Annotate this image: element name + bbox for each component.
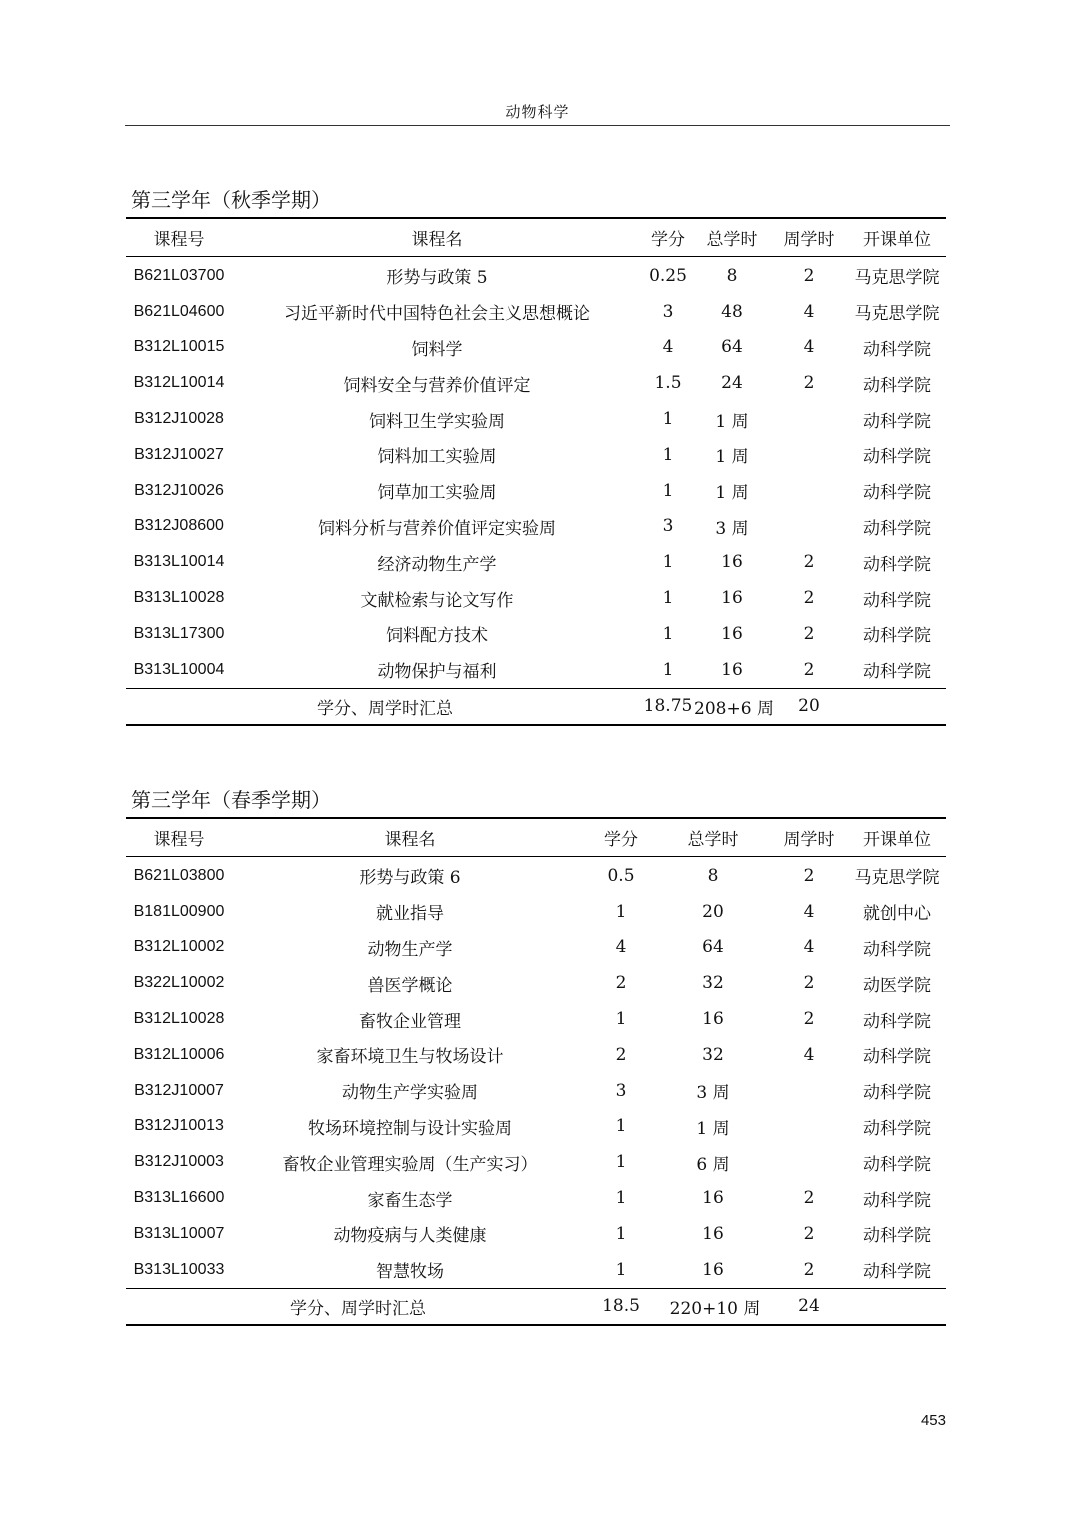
summary-label: 学分、周学时汇总 [317,698,453,719]
cell-total-hours: 16 [721,552,743,573]
table-row [126,1109,946,1145]
cell-weekly-hours: 2 [803,659,815,680]
cell-code: B312L10006 [133,1045,225,1063]
cell-total-hours: 16 [702,1009,724,1030]
table-row [126,965,946,1001]
cell-total-hours: 1 周 [715,411,749,432]
summary-total-hours: 208+6 周 [694,698,774,719]
cell-code: B313L10007 [133,1224,225,1242]
cell-total-hours: 20 [702,901,724,922]
cell-total-hours: 64 [721,337,743,358]
cell-total-hours: 24 [721,373,743,394]
cell-code: B621L04600 [133,302,225,320]
cell-name: 饲料加工实验周 [377,447,497,468]
cell-credits: 0.25 [649,265,687,286]
table-row [126,580,946,616]
cell-credits: 0.5 [607,865,635,886]
cell-code: B312J08600 [134,517,224,535]
cell-department: 动科学院 [863,375,931,396]
cell-name: 饲料分析与营养价值评定实验周 [318,518,556,539]
cell-total-hours: 1 周 [715,483,749,504]
header-rule [125,125,950,126]
table-row [126,930,946,966]
cell-code: B313L10033 [133,1260,225,1278]
table-row [126,1037,946,1073]
cell-credits: 1 [662,480,674,501]
cell-credits: 1 [615,1259,627,1280]
table-row [126,894,946,930]
cell-name: 动物生产学 [367,939,453,960]
cell-total-hours: 16 [702,1188,724,1209]
summary-credits: 18.5 [602,1296,640,1317]
cell-weekly-hours [771,437,847,473]
autumn-semester-title: 第三学年（秋季学期） [131,188,331,212]
cell-code: B621L03700 [133,266,225,284]
table-row [126,1073,946,1109]
cell-credits: 1.5 [654,373,682,394]
cell-name: 经济动物生产学 [377,554,497,575]
cell-total-hours: 6 周 [696,1154,730,1175]
cell-department: 动科学院 [863,1083,931,1104]
cell-department: 动科学院 [863,1226,931,1247]
cell-department: 马克思学院 [854,868,940,889]
column-header-total-hours: 总学时 [706,230,758,250]
cell-weekly-hours [771,473,847,509]
cell-name: 智慧牧场 [376,1262,444,1283]
cell-credits: 1 [615,1223,627,1244]
spring-semester-title: 第三学年（春季学期） [131,788,331,812]
table-row [126,258,946,294]
summary-weekly-hours: 24 [798,1296,820,1317]
cell-total-hours: 16 [721,588,743,609]
table-row [126,509,946,545]
column-header-code: 课程号 [153,830,205,850]
cell-code: B621L03800 [133,866,225,884]
table-row [126,437,946,473]
cell-total-hours: 48 [721,301,743,322]
cell-code: B313L16600 [133,1189,225,1207]
summary-total-hours: 220+10 周 [669,1298,761,1319]
cell-credits: 1 [662,552,674,573]
cell-total-hours: 3 周 [715,518,749,539]
cell-department: 动科学院 [863,447,931,468]
cell-total-hours: 64 [702,937,724,958]
cell-weekly-hours: 4 [803,301,815,322]
cell-total-hours: 1 周 [696,1118,730,1139]
cell-code: B312J10027 [134,445,224,463]
cell-total-hours: 8 [707,865,719,886]
summary-credits: 18.75 [643,696,693,717]
table-header-row [126,817,946,857]
cell-department: 就创中心 [863,904,931,925]
cell-credits: 1 [615,901,627,922]
cell-total-hours: 16 [702,1259,724,1280]
cell-credits: 3 [662,516,674,537]
table-row [126,330,946,366]
cell-credits: 2 [615,1044,627,1065]
cell-credits: 1 [662,409,674,430]
cell-department: 动科学院 [863,518,931,539]
cell-code: B322L10002 [133,974,225,992]
cell-weekly-hours: 2 [803,373,815,394]
cell-name: 饲料卫生学实验周 [369,411,505,432]
table-header-row [126,217,946,257]
cell-weekly-hours [771,1109,847,1145]
cell-code: B312J10003 [134,1153,224,1171]
cell-credits: 1 [662,588,674,609]
table-row [126,1180,946,1216]
cell-code: B313L10014 [133,553,225,571]
cell-name: 文献检索与论文写作 [360,590,514,611]
cell-name: 牧场环境控制与设计实验周 [308,1118,512,1139]
cell-weekly-hours: 2 [803,265,815,286]
cell-name: 形势与政策 5 [386,268,488,289]
cell-name: 兽医学概论 [367,975,453,996]
cell-credits: 4 [662,337,674,358]
cell-code: B313L17300 [133,624,225,642]
table-row [126,1216,946,1252]
cell-weekly-hours: 2 [803,865,815,886]
column-header-department: 开课单位 [863,230,931,250]
page-number: 453 [920,1412,946,1429]
table-row [126,1252,946,1288]
cell-weekly-hours: 4 [803,901,815,922]
cell-department: 动科学院 [863,339,931,360]
cell-name: 饲料安全与营养价值评定 [343,375,531,396]
column-header-credits: 学分 [651,230,685,250]
cell-total-hours: 3 周 [696,1083,730,1104]
cell-department: 动科学院 [863,1154,931,1175]
cell-weekly-hours: 2 [803,1223,815,1244]
cell-code: B312L10002 [133,938,225,956]
cell-department: 动科学院 [863,1190,931,1211]
cell-department: 动科学院 [863,626,931,647]
cell-department: 动医学院 [863,975,931,996]
cell-name: 家畜环境卫生与牧场设计 [316,1047,504,1068]
cell-name: 家畜生态学 [367,1190,453,1211]
summary-row [126,688,946,726]
cell-name: 动物生产学实验周 [342,1083,478,1104]
table-row [126,294,946,330]
cell-department: 动科学院 [863,1011,931,1032]
table-row [126,544,946,580]
cell-total-hours: 1 周 [715,447,749,468]
table-row [126,652,946,688]
running-header: 动物科学 [505,103,570,121]
cell-department: 动科学院 [863,939,931,960]
table-row [126,473,946,509]
cell-code: B312J10013 [134,1117,224,1135]
cell-credits: 4 [615,937,627,958]
cell-credits: 1 [615,1152,627,1173]
cell-credits: 1 [662,659,674,680]
cell-code: B312L10014 [133,374,225,392]
cell-department: 动科学院 [863,411,931,432]
cell-name: 饲料学 [411,339,463,360]
cell-department: 动科学院 [863,1118,931,1139]
cell-name: 习近平新时代中国特色社会主义思想概论 [284,304,590,325]
cell-department: 动科学院 [863,554,931,575]
column-header-name: 课程名 [411,230,463,250]
cell-total-hours: 16 [721,623,743,644]
cell-weekly-hours: 2 [803,1188,815,1209]
column-header-credits: 学分 [604,830,638,850]
cell-credits: 3 [615,1080,627,1101]
cell-name: 畜牧企业管理实验周（生产实习） [282,1154,538,1175]
cell-credits: 1 [615,1116,627,1137]
cell-name: 动物保护与福利 [377,662,497,683]
cell-department: 动科学院 [863,662,931,683]
summary-row [126,1288,946,1326]
autumn-course-table [126,217,946,726]
table-row [126,401,946,437]
cell-weekly-hours: 2 [803,1009,815,1030]
column-header-name: 课程名 [384,830,436,850]
cell-weekly-hours [771,1144,847,1180]
cell-department: 动科学院 [863,1047,931,1068]
cell-weekly-hours: 2 [803,552,815,573]
table-row [126,616,946,652]
cell-department: 动科学院 [863,590,931,611]
cell-code: B312L10028 [133,1010,225,1028]
cell-name: 饲料配方技术 [386,626,488,647]
cell-weekly-hours [771,509,847,545]
cell-total-hours: 16 [702,1223,724,1244]
cell-credits: 1 [662,623,674,644]
column-header-code: 课程号 [153,230,205,250]
cell-weekly-hours: 4 [803,937,815,958]
column-header-total-hours: 总学时 [687,830,739,850]
table-row [126,365,946,401]
cell-weekly-hours: 4 [803,1044,815,1065]
cell-code: B181L00900 [133,902,225,920]
summary-label: 学分、周学时汇总 [290,1298,426,1319]
cell-name: 饲草加工实验周 [377,483,497,504]
cell-credits: 1 [662,444,674,465]
table-row [126,858,946,894]
cell-credits: 2 [615,973,627,994]
cell-code: B312J10007 [134,1081,224,1099]
cell-code: B312J10028 [134,410,224,428]
cell-name: 畜牧企业管理 [359,1011,461,1032]
cell-weekly-hours: 4 [803,337,815,358]
table-row [126,1144,946,1180]
cell-name: 形势与政策 6 [359,868,461,889]
table-row [126,1001,946,1037]
summary-weekly-hours: 20 [798,696,820,717]
cell-weekly-hours: 2 [803,1259,815,1280]
cell-weekly-hours: 2 [803,588,815,609]
cell-total-hours: 8 [726,265,738,286]
cell-department: 动科学院 [863,483,931,504]
column-header-weekly-hours: 周学时 [783,230,835,250]
cell-weekly-hours [771,1073,847,1109]
cell-weekly-hours: 2 [803,973,815,994]
cell-code: B312J10026 [134,481,224,499]
cell-total-hours: 32 [702,973,724,994]
cell-total-hours: 16 [721,659,743,680]
cell-name: 就业指导 [376,904,444,925]
cell-weekly-hours: 2 [803,623,815,644]
cell-code: B313L10004 [133,660,225,678]
cell-code: B312L10015 [133,338,225,356]
cell-department: 马克思学院 [854,268,940,289]
cell-code: B313L10028 [133,589,225,607]
spring-course-table [126,817,946,1326]
cell-department: 动科学院 [863,1262,931,1283]
cell-weekly-hours [771,401,847,437]
cell-credits: 3 [662,301,674,322]
cell-total-hours: 32 [702,1044,724,1065]
cell-credits: 1 [615,1009,627,1030]
cell-credits: 1 [615,1188,627,1209]
cell-department: 马克思学院 [854,304,940,325]
column-header-weekly-hours: 周学时 [783,830,835,850]
cell-name: 动物疫病与人类健康 [333,1226,487,1247]
column-header-department: 开课单位 [863,830,931,850]
